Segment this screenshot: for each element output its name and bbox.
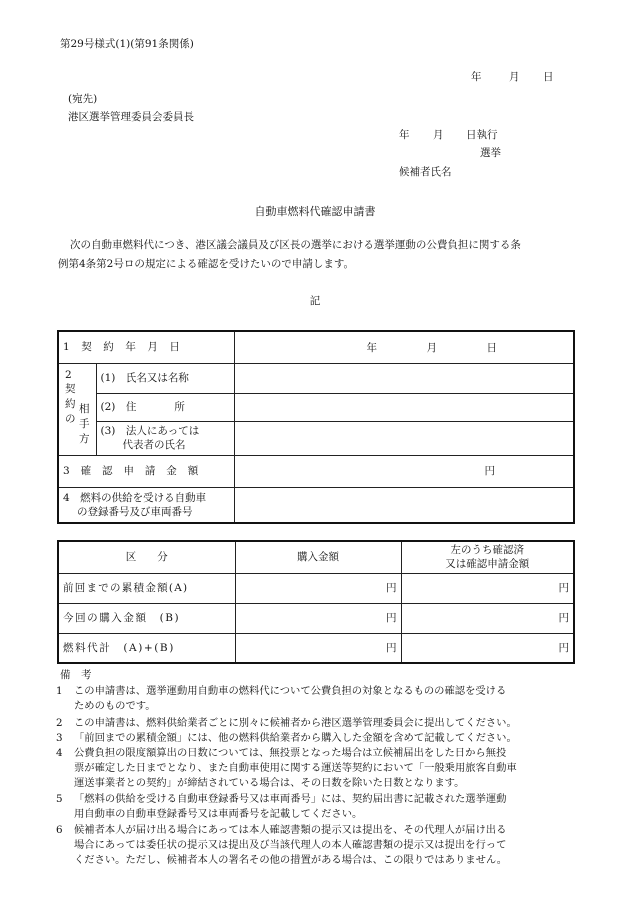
purchase-header: 購入金額 — [235, 541, 401, 573]
date-month: 月 — [509, 71, 520, 83]
election-label: 選挙 — [480, 147, 501, 159]
body-text-line1: 次の自動車燃料代につき、港区議会議員及び区長の選挙における選挙運動の公費負担に関する条 — [70, 239, 521, 251]
note-5 — [56, 792, 576, 822]
table-row — [58, 633, 574, 663]
vehicle-label-a: 4 燃料の供給を受ける自動車 — [63, 491, 207, 504]
contract-year: 年 — [366, 342, 377, 354]
counterparty-name-label: (1) 氏名又は名称 — [96, 363, 234, 393]
page-title: 自動車燃料代確認申請書 — [254, 205, 376, 218]
request-amount-label: 3 確 認 申 請 金 額 — [58, 455, 234, 487]
row-b-purchase: 円 — [235, 603, 401, 633]
counterparty-address-label — [96, 393, 234, 421]
contract-date-value — [234, 331, 574, 363]
election-year: 年 — [399, 129, 410, 141]
vehicle-label-b: の登録番号及び車両番号 — [77, 505, 193, 518]
note-6 — [56, 823, 576, 868]
counterparty-number: 2 — [65, 368, 72, 381]
note-number: 6 — [56, 824, 63, 836]
note-number: 5 — [56, 793, 63, 805]
notes-header: 備 考 — [60, 669, 92, 681]
counterparty-vertical-1: 契約の — [65, 382, 76, 425]
rep-label-a: (3) 法人にあっては — [100, 425, 200, 437]
ki-mark: 記 — [309, 295, 321, 307]
note-text: 「前回までの累積金額」には、他の燃料供給業者から購入した金額を含めて記載してください。 — [74, 732, 517, 744]
note-text: ください。ただし、候補者本人の署名その他の措置がある場合は、この限りではありません。 — [74, 854, 508, 866]
note-text: この申請書は、燃料供給業者ごとに別々に候補者から港区選挙管理委員会に提出してください。 — [74, 717, 517, 729]
confirmed-header — [401, 541, 574, 573]
address-label-b: 所 — [174, 400, 185, 413]
vehicle-number-value[interactable] — [234, 487, 574, 523]
table-row — [58, 603, 574, 633]
note-number: 2 — [56, 717, 63, 729]
address-label-a: (2) 住 — [100, 400, 137, 413]
request-amount-unit: 円 — [234, 455, 574, 487]
category-header: 区 分 — [58, 541, 235, 573]
counterparty-rep-label — [96, 421, 234, 455]
counterparty-address-value[interactable] — [234, 393, 574, 421]
note-text: この申請書は、選挙運動用自動車の燃料代について公費負担の対象となるものの確認を受ける — [74, 685, 507, 697]
row-total-confirmed: 円 — [401, 633, 574, 663]
note-1 — [56, 684, 576, 714]
note-3 — [56, 731, 576, 746]
date-day: 日 — [543, 71, 554, 83]
note-text: 「燃料の供給を受ける自動車登録番号又は車両番号」には、契約届出書に記載された選挙運動 — [74, 793, 507, 805]
note-4 — [56, 746, 576, 791]
confirmed-header-b: 又は確認申請金額 — [445, 558, 530, 571]
form-number: 第29号様式(1)(第91条関係) — [60, 38, 194, 50]
note-text: 候補者本人が届け出る場合にあっては本人確認書類の提示又は提出を、その代理人が届け出る — [74, 824, 507, 836]
date-year: 年 — [471, 71, 482, 83]
row-label-a: 前回までの累積金額(A) — [58, 573, 235, 603]
row-b-confirmed: 円 — [401, 603, 574, 633]
note-text: 用自動車の自動車登録番号又は車両番号を記載してください。 — [74, 808, 363, 820]
addressee-name: 港区選挙管理委員会委員長 — [68, 111, 194, 123]
contract-day: 日 — [486, 342, 497, 354]
note-2 — [56, 716, 576, 731]
contract-month: 月 — [426, 342, 437, 354]
row-a-purchase: 円 — [235, 573, 401, 603]
row-label-total: 燃料代計 (A)+(B) — [58, 633, 235, 663]
counterparty-rep-value[interactable] — [234, 421, 574, 455]
note-text: 場合にあっては委任状の提示又は提出及び当該代理人の本人確認書類の提示又は提出を行って — [74, 839, 507, 851]
candidate-name-label: 候補者氏名 — [399, 166, 452, 178]
row-a-confirmed: 円 — [401, 573, 574, 603]
note-text: 票が確定した日までとなり、また自動車使用に関する運送等契約において「一般乗用旅客自動車 — [74, 762, 517, 774]
note-number: 1 — [56, 685, 63, 697]
note-text: ためのものです。 — [74, 700, 156, 712]
counterparty-header — [58, 363, 96, 455]
amount-table — [57, 540, 575, 664]
note-text: 公費負担の限度額算出の日数については、無投票となった場合は立候補届出をした日から無投 — [74, 747, 507, 759]
election-month: 月 — [433, 129, 444, 141]
contract-date-label: 1 契 約 年 月 日 — [58, 331, 234, 363]
note-number: 4 — [56, 747, 63, 759]
election-day: 日執行 — [466, 129, 498, 141]
confirmed-header-a: 左のうち確認済 — [450, 544, 524, 557]
note-number: 3 — [56, 732, 63, 744]
vehicle-number-label — [58, 487, 234, 523]
counterparty-vertical-2: 相手方 — [79, 402, 90, 445]
table-row — [58, 573, 574, 603]
counterparty-name-value[interactable] — [234, 363, 574, 393]
row-label-b: 今回の購入金額 (B) — [58, 603, 235, 633]
addressee-attention: (宛先) — [68, 93, 98, 105]
body-text-line2: 例第4条第2号ロの規定による確認を受けたいので申請します。 — [58, 258, 355, 270]
rep-label-b: 代表者の氏名 — [122, 439, 186, 451]
contract-table — [57, 330, 575, 524]
note-text: 運送事業者との契約」が締結されている場合は、その日数を除いた日数となります。 — [74, 777, 465, 789]
row-total-purchase: 円 — [235, 633, 401, 663]
